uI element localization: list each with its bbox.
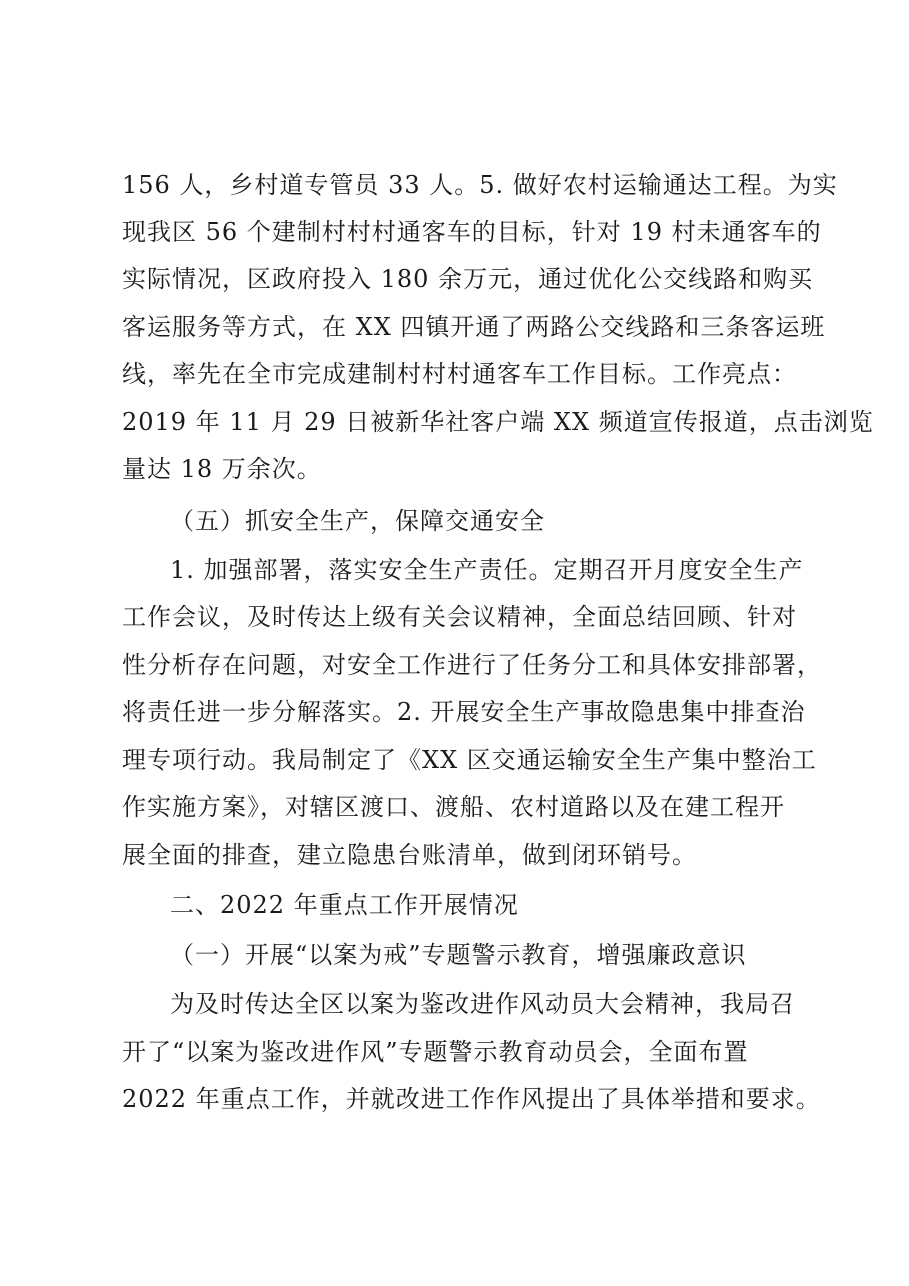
text-line: 线，率先在全市完成建制村村村通客车工作目标。工作亮点： [122, 360, 797, 388]
text-line: 2019 年 11 月 29 日被新华社客户端 XX 频道宣传报道，点击浏览 [122, 408, 874, 436]
text-line: 1. 加强部署，落实安全生产责任。定期召开月度安全生产 [170, 556, 804, 584]
text-line: 现我区 56 个建制村村村通客车的目标，针对 19 村未通客车的 [122, 218, 822, 246]
text-line: 展全面的排查，建立隐患台账清单，做到闭环销号。 [122, 841, 697, 869]
subsection-heading: （一）开展“以案为戒”专题警示教育，增强廉政意识 [170, 941, 747, 969]
text-line: 2022 年重点工作，并就改进工作作风提出了具体举措和要求。 [122, 1085, 821, 1113]
section-heading: （五）抓安全生产，保障交通安全 [170, 507, 545, 535]
text-line: 工作会议，及时传达上级有关会议精神，全面总结回顾、针对 [122, 603, 797, 631]
text-line: 开了“以案为鉴改进作风”专题警示教育动员会，全面布置 [122, 1038, 749, 1066]
text-line: 量达 18 万余次。 [122, 455, 322, 483]
text-line: 作实施方案》，对辖区渡口、渡船、农村道路以及在建工程开 [122, 793, 785, 821]
text-line: 实际情况，区政府投入 180 余万元，通过优化公交线路和购买 [122, 265, 814, 293]
text-line: 客运服务等方式，在 XX 四镇开通了两路公交线路和三条客运班 [122, 313, 826, 341]
text-line: 156 人，乡村道专管员 33 人。5. 做好农村运输通达工程。为实 [122, 171, 838, 199]
text-line: 为及时传达全区以案为鉴改进作风动员大会精神，我局召 [170, 990, 795, 1018]
text-line: 理专项行动。我局制定了《XX 区交通运输安全生产集中整治工 [122, 746, 817, 774]
section-heading: 二、2022 年重点工作开展情况 [170, 891, 519, 919]
text-line: 性分析存在问题，对安全工作进行了任务分工和具体安排部署， [122, 651, 822, 679]
text-line: 将责任进一步分解落实。2. 开展安全生产事故隐患集中排查治 [122, 698, 806, 726]
